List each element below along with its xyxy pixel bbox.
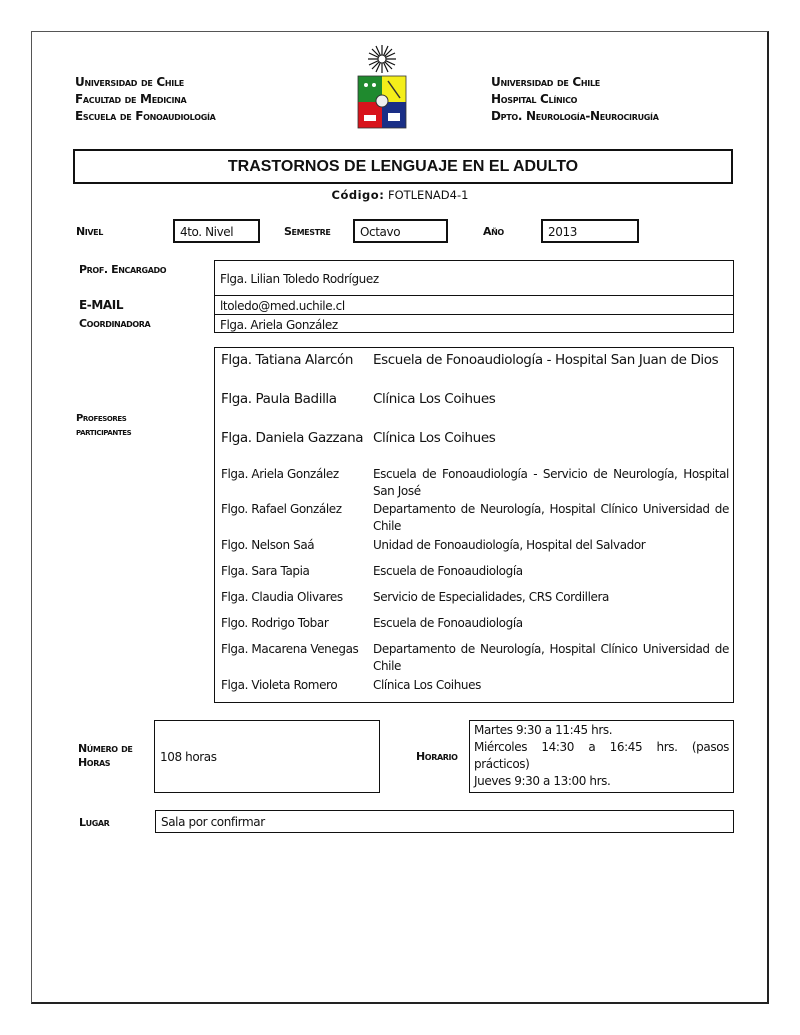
anio-field	[541, 219, 639, 243]
participant-row	[221, 501, 729, 535]
semestre-label: Semestre	[284, 225, 331, 238]
participant-affiliation: Unidad de Fonoaudiología, Hospital del Salvador	[373, 538, 646, 552]
header-right-line: Hospital Clínico	[491, 92, 578, 106]
university-logo-icon	[354, 43, 410, 131]
participant-row	[221, 563, 729, 580]
header-right-line: Dpto. Neurología-Neurocirugía	[491, 109, 659, 123]
lugar-value: Sala por confirmar	[161, 815, 265, 829]
horas-label-line: Horas	[78, 756, 111, 769]
email-field	[214, 295, 734, 315]
participant-row	[221, 537, 729, 554]
participant-name: Flga. Macarena Venegas	[221, 642, 359, 656]
participant-name: Flgo. Rodrigo Tobar	[221, 616, 329, 630]
header-right-line: Universidad de Chile	[491, 75, 600, 89]
nivel-value: 4to. Nivel	[180, 225, 234, 239]
participant-affiliation: Departamento de Neurología, Hospital Clínico Universidad de Chile	[373, 642, 729, 673]
horario-line: Martes 9:30 a 11:45 hrs.	[474, 723, 613, 737]
participant-name: Flga. Claudia Olivares	[221, 590, 343, 604]
participant-name: Flga. Ariela González	[221, 467, 339, 481]
participantes-label-line: participantes	[76, 427, 132, 438]
semestre-value: Octavo	[360, 225, 401, 239]
course-title: TRASTORNOS DE LENGUAJE EN EL ADULTO	[227, 157, 579, 175]
anio-value: 2013	[548, 225, 577, 239]
header-left	[75, 74, 216, 125]
participant-row	[221, 429, 729, 447]
participant-name: Flga. Paula Badilla	[221, 391, 337, 407]
header-right	[491, 74, 659, 125]
prof-encargado-field	[214, 260, 734, 296]
participant-name: Flga. Violeta Romero	[221, 678, 338, 692]
participant-name: Flga. Daniela Gazzana	[221, 430, 364, 446]
horario-field	[469, 720, 734, 793]
horario-label: Horario	[416, 750, 458, 763]
prof-encargado-value: Flga. Lilian Toledo Rodríguez	[220, 272, 379, 286]
participant-row	[221, 641, 729, 675]
coordinadora-value: Flga. Ariela González	[220, 318, 338, 332]
header-left-line: Escuela de Fonoaudiología	[75, 109, 216, 123]
header-left-line: Universidad de Chile	[75, 75, 184, 89]
participant-affiliation: Escuela de Fonoaudiología	[373, 564, 523, 578]
participant-affiliation: Clínica Los Coihues	[373, 391, 496, 407]
participant-name: Flga. Tatiana Alarcón	[221, 352, 354, 368]
participant-row	[221, 615, 729, 632]
horario-line: Miércoles 14:30 a 16:45 hrs. (pasos prácticos)	[474, 740, 729, 771]
course-code-label: Código:	[331, 188, 385, 202]
coordinadora-label: Coordinadora	[79, 317, 151, 330]
participant-name: Flgo. Rafael González	[221, 502, 342, 516]
lugar-label: Lugar	[79, 816, 110, 829]
participant-row	[221, 390, 729, 408]
participant-affiliation: Clínica Los Coihues	[373, 678, 481, 692]
horas-value: 108 horas	[160, 750, 217, 764]
participant-affiliation: Departamento de Neurología, Hospital Clínico Universidad de Chile	[373, 502, 729, 533]
course-code	[0, 188, 800, 202]
participant-affiliation: Clínica Los Coihues	[373, 430, 496, 446]
nivel-field	[173, 219, 260, 243]
lugar-field	[155, 810, 734, 833]
participant-affiliation: Escuela de Fonoaudiología - Hospital San Juan de Dios	[373, 352, 719, 368]
header-left-line: Facultad de Medicina	[75, 92, 187, 106]
participant-name: Flgo. Nelson Saá	[221, 538, 315, 552]
participantes-label-line: Profesores	[76, 413, 127, 424]
horas-label-line: Número de	[78, 742, 133, 755]
email-value: ltoledo@med.uchile.cl	[220, 299, 345, 313]
participant-row	[221, 466, 729, 500]
course-title-box	[73, 149, 733, 184]
anio-label: Año	[483, 225, 504, 238]
participantes-table	[214, 347, 734, 703]
coordinadora-field	[214, 314, 734, 333]
participantes-label	[76, 412, 131, 440]
participant-row	[221, 589, 729, 606]
semestre-field	[353, 219, 448, 243]
nivel-label: Nivel	[76, 225, 103, 238]
participant-affiliation: Escuela de Fonoaudiología - Servicio de Neurología, Hospital San José	[373, 467, 729, 498]
participant-row	[221, 351, 729, 369]
horas-label	[78, 742, 132, 770]
horas-field	[154, 720, 380, 793]
prof-encargado-label: Prof. Encargado	[79, 263, 167, 276]
participant-affiliation: Escuela de Fonoaudiología	[373, 616, 523, 630]
horario-line: Jueves 9:30 a 13:00 hrs.	[474, 774, 611, 788]
participant-row	[221, 677, 729, 694]
email-label: E-MAIL	[79, 298, 124, 312]
participant-name: Flga. Sara Tapia	[221, 564, 310, 578]
course-code-value: FOTLENAD4-1	[387, 188, 469, 202]
participant-affiliation: Servicio de Especialidades, CRS Cordillera	[373, 590, 609, 604]
